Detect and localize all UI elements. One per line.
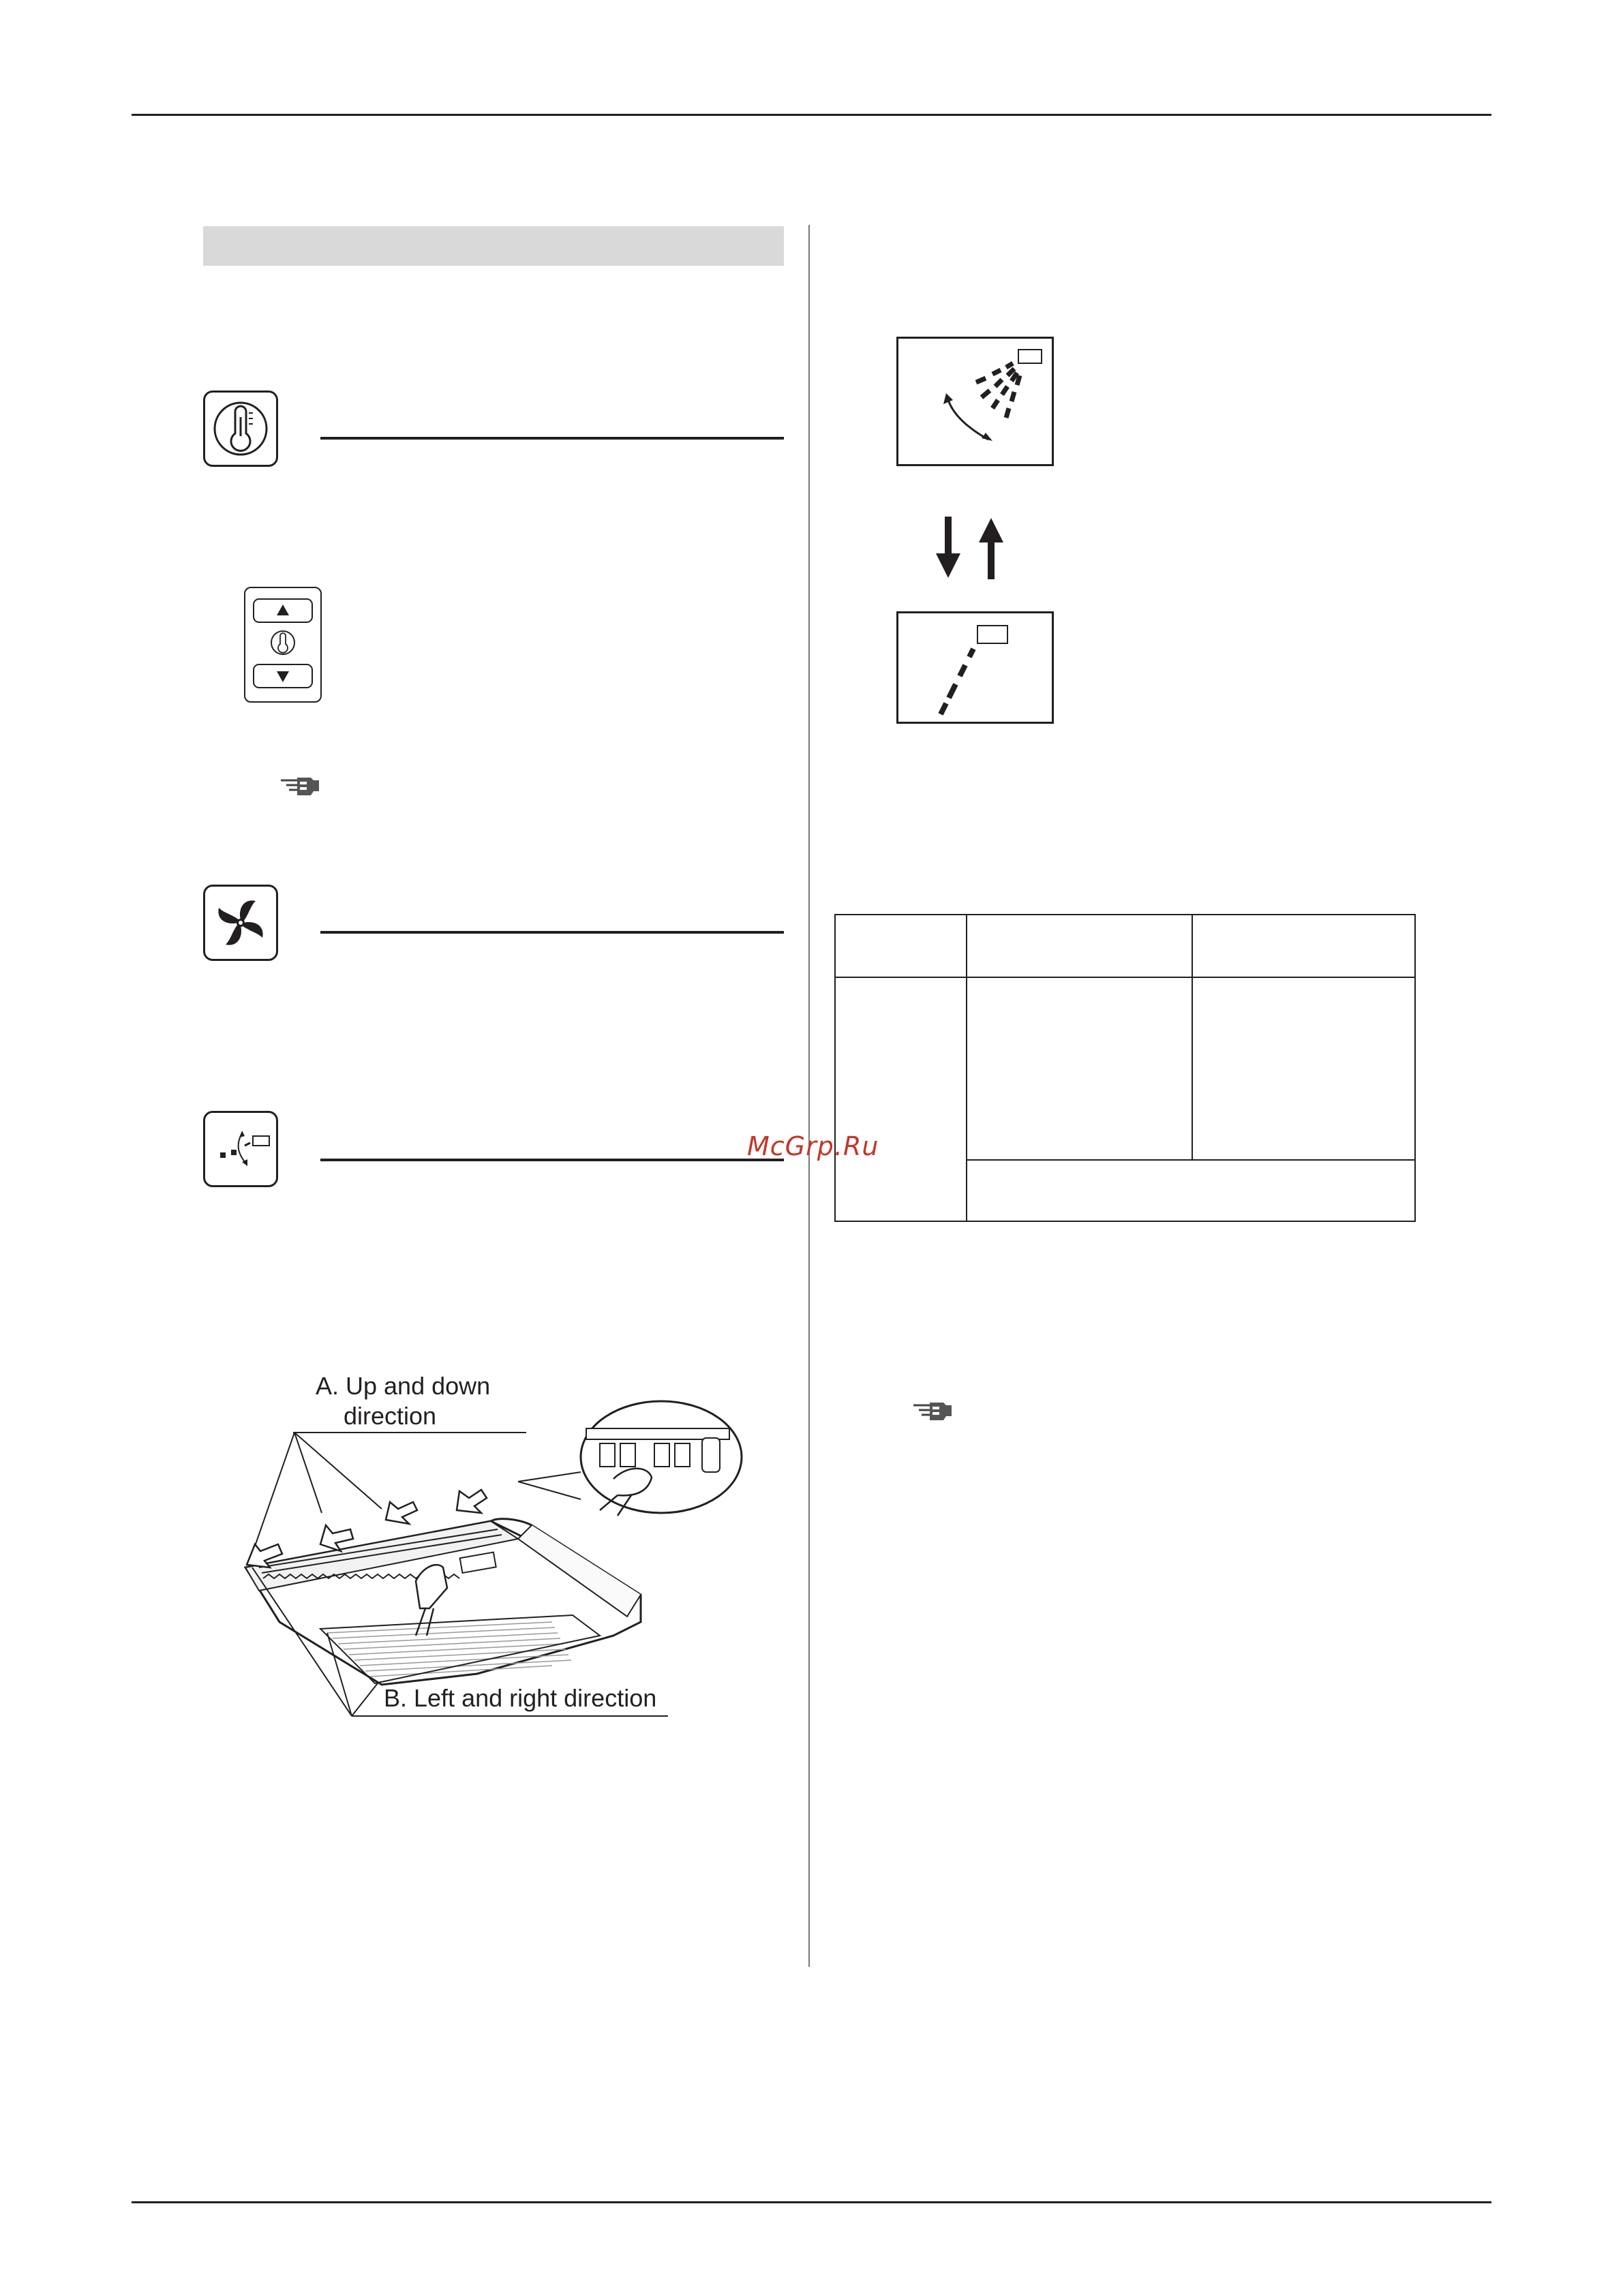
louver-adjustment-figure bbox=[232, 1363, 791, 1731]
header-rule bbox=[132, 114, 1491, 116]
fixed-airflow-icon bbox=[896, 611, 1054, 724]
section-header-bar bbox=[203, 226, 784, 266]
column-divider bbox=[808, 225, 810, 1967]
temperature-up-down-icon bbox=[244, 587, 322, 703]
table-row-label-cell bbox=[835, 977, 967, 1221]
watermark: McGrp.Ru bbox=[747, 1131, 879, 1161]
louver-swing-icon bbox=[203, 1111, 278, 1187]
pointing-hand-note-icon bbox=[912, 1398, 956, 1426]
label-left-and-right: B. Left and right direction bbox=[384, 1684, 657, 1712]
down-up-arrows-icon bbox=[930, 515, 1012, 581]
label-direction: direction bbox=[344, 1402, 437, 1430]
fan-icon bbox=[203, 885, 278, 961]
table-cell bbox=[1192, 977, 1415, 1160]
table-header-cell-2 bbox=[967, 915, 1192, 977]
footer-rule bbox=[132, 2201, 1491, 2203]
swing-airflow-icon bbox=[896, 337, 1054, 466]
pointing-hand-note-icon bbox=[279, 774, 323, 801]
table-merged-cell bbox=[967, 1160, 1415, 1221]
thermometer-icon bbox=[203, 391, 278, 467]
fan-heading-rule bbox=[320, 931, 784, 934]
temperature-heading-rule bbox=[320, 437, 784, 440]
table-cell bbox=[967, 977, 1192, 1160]
settings-table bbox=[834, 914, 1416, 1222]
label-up-and-down: A. Up and down bbox=[316, 1372, 491, 1400]
table-header-cell-3 bbox=[1192, 915, 1415, 977]
table-header-cell-1 bbox=[835, 915, 967, 977]
louver-heading-rule bbox=[320, 1159, 784, 1161]
